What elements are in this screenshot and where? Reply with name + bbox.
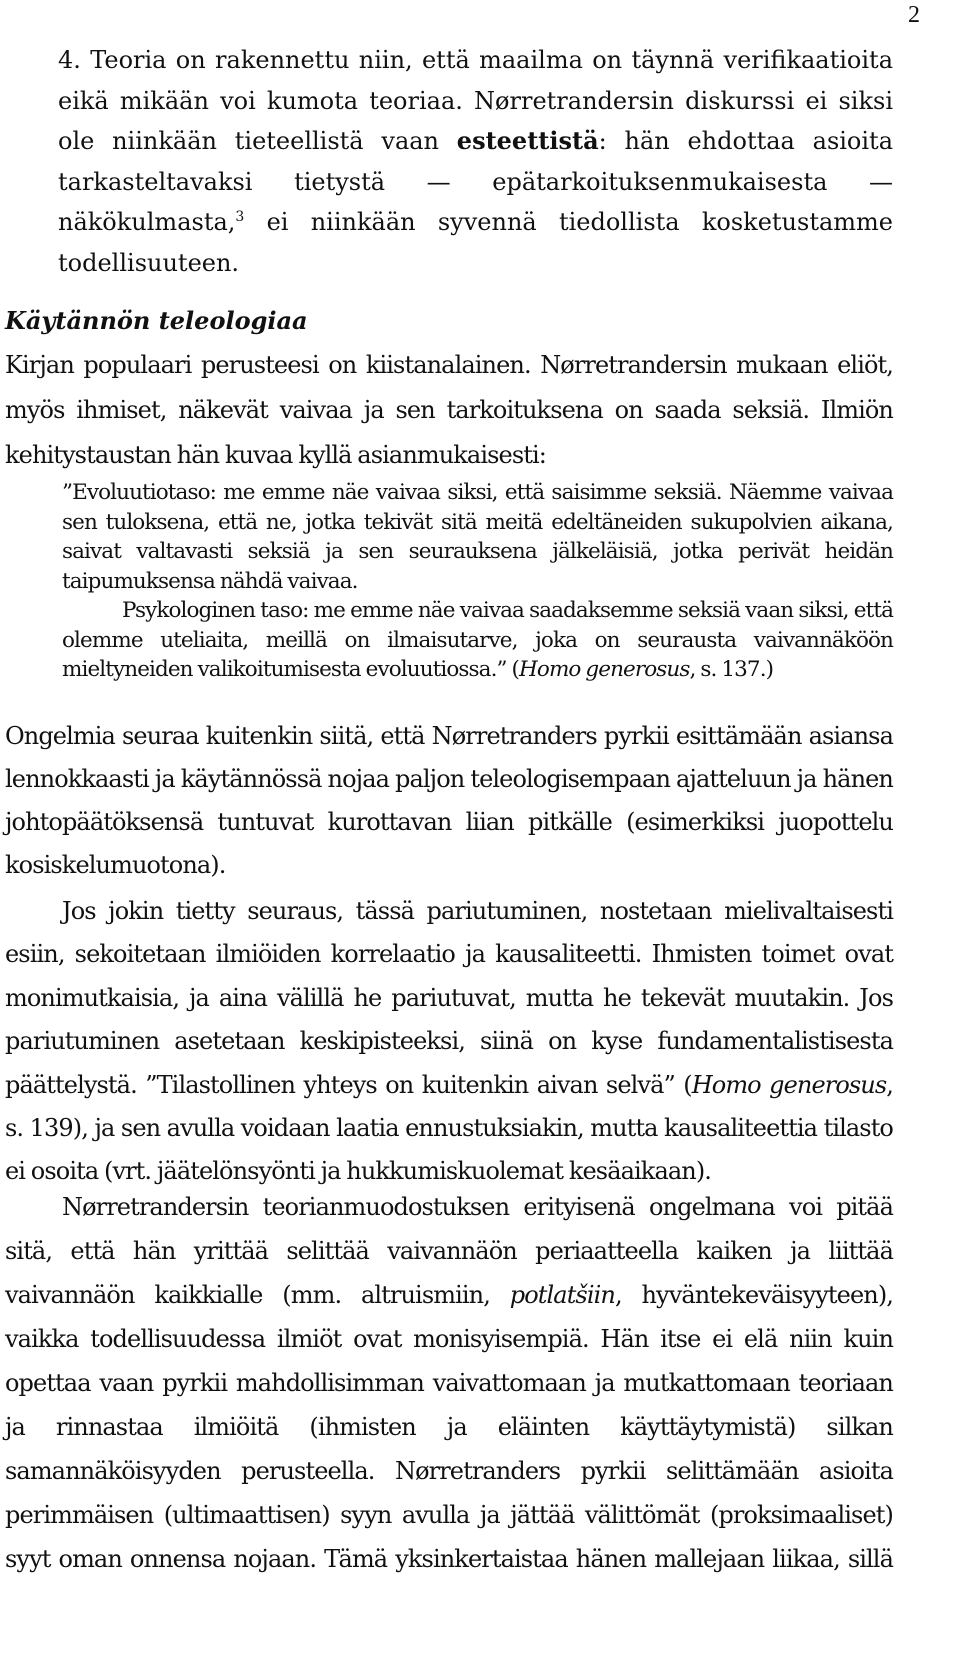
p4-italic-term: potlatšiin xyxy=(509,1281,615,1309)
p4-text-1: Nørretrandersin teorianmuodostuksen erityisenä ongelmana voi pitää sitä, että hän yrittää selittää vaivannäön periaatteella kaiken ja liittää vaivannäön kaikkialle (mm. altruismiin, xyxy=(5,1193,893,1309)
p3-book-title: Homo generosus xyxy=(691,1070,887,1099)
item4-text-1: 4. Teoria on rakennettu niin, että maailma on täynnä verifikaatioita eikä mikään voi kumota teoriaa. Nørretrandersin diskurssi ei siksi ole niinkään tieteellistä vaan xyxy=(58,46,893,155)
quote2-text: Psykologinen taso: me emme näe vaivaa saadaksemme seksiä vaan siksi, että olemme uteliaita, meillä on ilmaisutarve, joka on seurausta vaivannäköön mieltyneiden valikoitumisesta evoluutiossa.” ( xyxy=(62,598,893,682)
paragraph-1: Kirjan populaari perusteesi on kiistanalainen. Nørretrandersin mukaan eliöt, myös ihmiset, näkevät vaivaa ja sen tarkoituksena on saada seksiä. Ilmiön kehitystaustan hän kuvaa kyllä asianmukaisesti: xyxy=(5,351,893,469)
p3-text-2: , s. 139), ja sen avulla voidaan laatia ennustuksiakin, mutta kausaliteettia tilasto ei osoita (vrt. jäätelönsyönti ja hukkumiskuolemat kesäaikaan). xyxy=(5,1070,893,1186)
list-item-4 xyxy=(58,40,893,283)
quote2-book-title: Homo generosus xyxy=(519,657,690,682)
item4-bold-term: esteettistä xyxy=(456,126,599,155)
item4-text-3: ei niinkään syvennä tiedollista kosketustamme todellisuuteen. xyxy=(58,208,893,277)
footnote-marker: 3 xyxy=(235,209,245,225)
paragraph-4 xyxy=(5,1185,893,1581)
quote-paragraph-1: ”Evoluutiotaso: me emme näe vaivaa siksi, että saisimme seksiä. Näemme vaivaa sen tuloksena, että ne, jotka tekivät sitä meitä edeltäneiden sukupolvien aikana, saivat valtavasti seksiä ja sen seurauksena jälkeläisiä, jotka perivät heidän taipumuksensa nähdä vaivaa. xyxy=(62,480,893,594)
paragraph-2: Ongelmia seuraa kuitenkin siitä, että Nørretranders pyrkii esittämään asiansa lennokkaasti ja käytännössä nojaa paljon teleologisempaan ajatteluun ja hänen johtopäätöksensä tuntuvat kurottavan liian pitkälle (esimerkiksi juopottelu kosiskelumuotona). xyxy=(5,722,893,879)
quote-paragraph-2 xyxy=(62,596,893,685)
p3-text-1: Jos jokin tietty seuraus, tässä pariutuminen, nostetaan mielivaltaisesti esiin, sekoitetaan ilmiöiden korrelaatio ja kausaliteetti. Ihmisten toimet ovat monimutkaisia, ja aina välillä he pariutuvat, mutta he tekevät muutakin. Jos pariutuminen asetetaan keskipisteeksi, siinä on kyse fundamentalistisesta päättelystä. ”Tilastollinen yhteys on kuitenkin aivan selvä” ( xyxy=(5,897,893,1099)
item4-text-2: : hän ehdottaa asioita tarkasteltavaksi tietystä — epätarkoituksenmukaisesta — näkökulmasta, xyxy=(58,127,894,236)
block-quote xyxy=(62,478,893,685)
quote2-citation: , s. 137.) xyxy=(689,657,774,682)
paragraph-3 xyxy=(5,890,893,1194)
page-number: 2 xyxy=(908,2,920,28)
p4-text-2: , hyväntekeväisyyteen), vaikka todellisuudessa ilmiöt ovat monisyisempiä. Hän itse ei elä niin kuin opettaa vaan pyrkii mahdollisimman vaivattomaan ja mutkattomaan teoriaan ja rinnastaa ilmiöitä (ihmisten ja eläinten käyttäytymistä) silkan samannäköisyyden perusteella. Nørretranders pyrkii selittämään asioita perimmäisen (ultimaattisen) syyn avulla ja jättää välittömät (proksimaaliset) syyt oman onnensa nojaan. Tämä yksinkertaistaa hänen mallejaan liikaa, sillä xyxy=(5,1281,894,1573)
section-heading: Käytännön teleologiaa xyxy=(5,306,308,335)
